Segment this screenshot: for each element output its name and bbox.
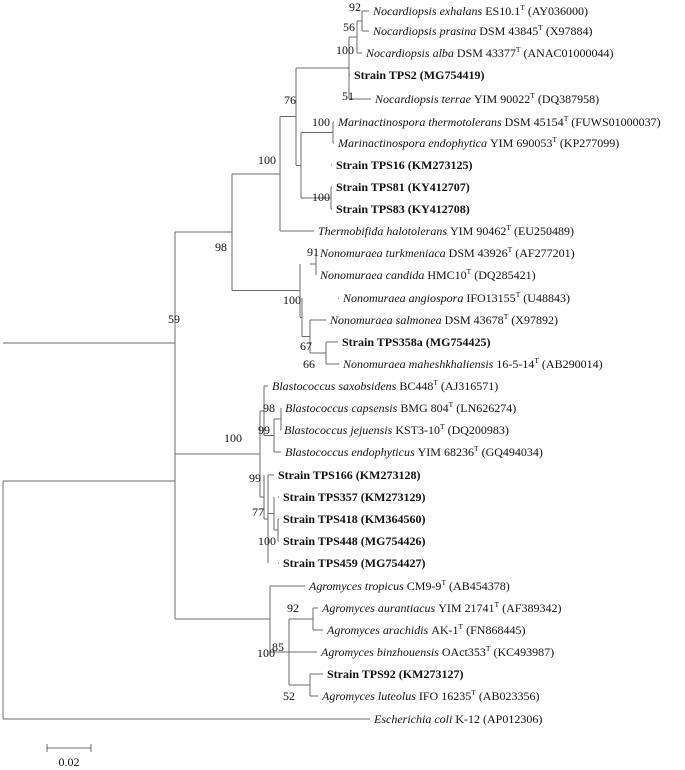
- bootstrap-value: 91: [307, 245, 319, 259]
- bootstrap-value: 100: [224, 431, 242, 445]
- leaf-accession: (DQ285421): [474, 268, 536, 282]
- leaf-label: [374, 91, 599, 106]
- leaf-type-marker: T: [448, 400, 454, 409]
- leaf-species: Agromyces arachidis: [327, 623, 432, 637]
- leaf-label: [337, 114, 661, 129]
- leaf-type-marker: T: [534, 356, 539, 365]
- leaf-label: [326, 622, 525, 637]
- leaf-label: [372, 3, 588, 18]
- leaf-accession: (LN626274): [456, 401, 517, 415]
- leaf-type-marker: T: [515, 290, 521, 299]
- scale-bar: [47, 744, 91, 769]
- leaf-strain: BMG 804: [400, 401, 449, 415]
- bootstrap-value: 100: [258, 153, 276, 167]
- leaf-accession: (FN868445): [466, 623, 526, 637]
- leaf-type-marker: T: [515, 45, 521, 54]
- leaf-strain: DSM 43678: [444, 313, 504, 327]
- bootstrap-value: 100: [336, 43, 354, 57]
- leaf-type-marker: T: [494, 600, 500, 609]
- leaf-strain: Strain TPS16: [336, 158, 405, 172]
- leaf-type-marker: T: [441, 578, 447, 587]
- leaf-species: Marinactinospora endophytica: [338, 136, 490, 150]
- leaf-accession: (KY412708): [407, 202, 470, 216]
- leaf-species: Agromyces aurantiacus: [322, 601, 439, 615]
- bootstrap-value: 92: [287, 601, 299, 615]
- bootstrap-value: 100: [283, 293, 301, 307]
- leaf-species: Blastococcus endophyticus: [285, 445, 418, 459]
- leaf-strain: BC448: [399, 379, 434, 393]
- leaf-accession: (AP012306): [482, 712, 543, 726]
- leaf-label: [336, 180, 470, 194]
- leaf-label: [365, 45, 614, 60]
- leaf-accession: (AF389342): [502, 601, 562, 615]
- leaf-strain: IFO13155: [466, 291, 516, 305]
- leaf-strain: DSM 45154: [504, 115, 564, 129]
- leaf-type-marker: T: [520, 3, 525, 12]
- leaf-species: Escherichia coli: [374, 712, 456, 726]
- bootstrap-value: 98: [215, 240, 227, 254]
- bootstrap-value: 52: [283, 689, 295, 703]
- leaf-type-marker: T: [485, 644, 491, 653]
- bootstrap-value: 99: [258, 423, 270, 437]
- leaf-accession: (MG754426): [360, 534, 426, 548]
- leaf-label: [321, 600, 561, 615]
- leaf-accession: (FUWS01000037): [571, 115, 661, 129]
- leaf-accession: (DQ200983): [447, 423, 509, 437]
- leaf-label: [337, 135, 619, 150]
- leaf-label: [319, 267, 536, 282]
- leaf-species: Nonomuraea angiospora: [343, 291, 467, 305]
- leaf-label: [283, 512, 425, 526]
- leaf-accession: (AY036000): [527, 4, 589, 18]
- leaf-label: [372, 23, 593, 38]
- leaf-strain: K-12: [455, 712, 480, 726]
- bootstrap-value: 51: [342, 89, 354, 103]
- leaf-strain: Strain TPS92: [327, 667, 396, 681]
- leaf-accession: (EU250489): [513, 224, 574, 238]
- bootstrap-value: 100: [312, 190, 330, 204]
- leaf-strain: AK-1: [431, 623, 459, 637]
- leaf-label: [283, 556, 425, 570]
- leaf-label: [283, 490, 425, 504]
- leaf-species: Agromyces binzhouensis: [321, 645, 442, 659]
- leaf-strain: HMC10: [427, 268, 467, 282]
- leaf-label: [336, 202, 470, 216]
- leaf-species: Nocardiopsis prasina: [373, 24, 480, 38]
- bootstrap-value: 99: [249, 471, 261, 485]
- leaf-type-marker: T: [506, 223, 511, 232]
- leaf-species: Marinactinospora thermotolerans: [338, 115, 505, 129]
- leaf-label: [285, 400, 516, 415]
- bootstrap-value: 59: [168, 312, 180, 326]
- leaf-accession: (AB290014): [541, 357, 603, 371]
- leaf-strain: Strain TPS459: [283, 556, 358, 570]
- bootstrap-value: 56: [343, 20, 355, 34]
- leaf-type-marker: T: [473, 444, 479, 453]
- leaf-strain: Strain TPS418: [283, 512, 358, 526]
- leaf-accession: (X97892): [511, 313, 558, 327]
- leaf-accession: (KM273129): [360, 490, 426, 504]
- bootstrap-value: 98: [263, 401, 275, 415]
- leaf-label: [342, 290, 570, 305]
- leaf-label: [278, 468, 420, 482]
- leaf-type-marker: T: [563, 114, 569, 123]
- leaf-accession: (ANAC01000044): [523, 46, 614, 60]
- leaf-species: Nonomuraea salmonea: [330, 313, 445, 327]
- leaf-strain: IFO 16235: [418, 689, 472, 703]
- leaf-label: [342, 356, 603, 371]
- leaf-accession: (X97884): [545, 24, 593, 38]
- leaf-species: Agromyces tropicus: [309, 579, 407, 593]
- leaf-accession: (KY412707): [407, 180, 470, 194]
- leaf-strain: ES10.1: [485, 4, 521, 18]
- leaf-strain: YIM 690053: [489, 136, 553, 150]
- leaf-type-marker: T: [458, 622, 464, 631]
- bootstrap-value: 85: [272, 640, 284, 654]
- leaf-label: [336, 158, 472, 172]
- leaf-accession: (AB454378): [449, 579, 510, 593]
- leaf-type-marker: T: [471, 688, 476, 697]
- leaf-accession: (KM273128): [355, 468, 421, 482]
- leaf-species: Blastococcus jejuensis: [284, 423, 396, 437]
- leaf-strain: DSM 43377: [456, 46, 516, 60]
- leaf-species: Blastococcus saxobsidens: [272, 379, 400, 393]
- leaf-type-marker: T: [439, 422, 445, 431]
- leaf-strain: Strain TPS357: [283, 490, 358, 504]
- bootstrap-value: 100: [257, 646, 275, 660]
- leaf-strain: Strain TPS2: [354, 68, 417, 82]
- leaf-strain: YIM 68236: [417, 445, 474, 459]
- bootstrap-value: 66: [303, 357, 315, 371]
- leaf-label: [284, 422, 509, 437]
- leaf-strain: Strain TPS83: [336, 202, 405, 216]
- leaf-accession: (KM273127): [398, 667, 464, 681]
- leaf-strain: CM9-9: [406, 579, 442, 593]
- leaf-type-marker: T: [538, 23, 543, 32]
- leaf-accession: (U48843): [523, 291, 570, 305]
- leaf-species: Nonomuraea maheshkhaliensis: [343, 357, 497, 371]
- leaf-accession: (MG754427): [360, 556, 426, 570]
- leaf-strain: Strain TPS81: [336, 180, 405, 194]
- leaf-strain: Strain TPS448: [283, 534, 358, 548]
- leaf-species: Nonomuraea candida: [320, 268, 428, 282]
- bootstrap-values: [168, 0, 361, 703]
- leaf-type-marker: T: [433, 378, 438, 387]
- leaf-strain: Strain TPS166: [278, 468, 353, 482]
- leaf-label: [318, 223, 574, 238]
- leaf-strain: DSM 43926: [448, 246, 508, 260]
- leaf-label: [319, 245, 575, 260]
- leaf-label: [354, 68, 484, 82]
- bootstrap-value: 92: [349, 0, 361, 14]
- leaf-species: Agromyces luteolus: [322, 689, 419, 703]
- leaf-species: Nocardiopsis exhalans: [373, 4, 486, 18]
- leaf-type-marker: T: [466, 267, 472, 276]
- leaf-accession: (GQ494034): [481, 445, 543, 459]
- leaf-strain: YIM 90022: [473, 92, 531, 106]
- leaf-accession: (MG754419): [419, 68, 485, 82]
- bootstrap-value: 100: [258, 534, 276, 548]
- leaf-strain: YIM 21741: [438, 601, 495, 615]
- leaf-type-marker: T: [552, 135, 557, 144]
- leaf-type-marker: T: [530, 91, 535, 100]
- leaf-accession: (KP277099): [559, 136, 620, 150]
- leaf-accession: (AJ316571): [440, 379, 499, 393]
- leaf-type-marker: T: [507, 245, 513, 254]
- leaf-accession: (KC493987): [493, 645, 555, 659]
- leaf-strain: YIM 90462: [450, 224, 507, 238]
- bootstrap-value: 76: [284, 93, 296, 107]
- leaf-accession: (AF277201): [515, 246, 575, 260]
- bootstrap-value: 77: [252, 505, 264, 519]
- bootstrap-value: 100: [312, 115, 330, 129]
- scale-bar-label: 0.02: [58, 755, 80, 769]
- leaf-species: Nonomuraea turkmeniaca: [320, 246, 449, 260]
- leaf-label: [321, 688, 539, 703]
- leaf-strain: Strain TPS358a: [342, 335, 423, 349]
- leaf-accession: (AB023356): [478, 689, 540, 703]
- leaf-type-marker: T: [503, 312, 509, 321]
- leaf-label: [272, 378, 498, 393]
- bootstrap-value: 67: [300, 339, 312, 353]
- leaf-species: Blastococcus capsensis: [285, 401, 401, 415]
- leaf-label: [327, 667, 463, 681]
- leaf-label: [283, 534, 425, 548]
- leaf-label: [342, 335, 490, 349]
- leaf-species: Thermobifida halotolerans: [318, 224, 451, 238]
- leaf-strain: DSM 43845: [479, 24, 539, 38]
- leaf-species: Nocardiopsis terrae: [375, 92, 474, 106]
- leaf-strain: OAct353: [441, 645, 486, 659]
- leaf-accession: (KM273125): [407, 158, 473, 172]
- leaf-label: [308, 578, 510, 593]
- leaf-label: [329, 312, 558, 327]
- leaf-accession: (KM364560): [360, 512, 426, 526]
- leaf-accession: (MG754425): [425, 335, 491, 349]
- leaf-strain: KST3-10: [395, 423, 440, 437]
- leaf-label: [373, 712, 542, 726]
- leaf-accession: (DQ387958): [537, 92, 600, 106]
- leaf-strain: 16-5-14: [496, 357, 535, 371]
- leaf-species: Nocardiopsis alba: [366, 46, 457, 60]
- leaf-label: [320, 644, 554, 659]
- leaf-label: [285, 444, 543, 459]
